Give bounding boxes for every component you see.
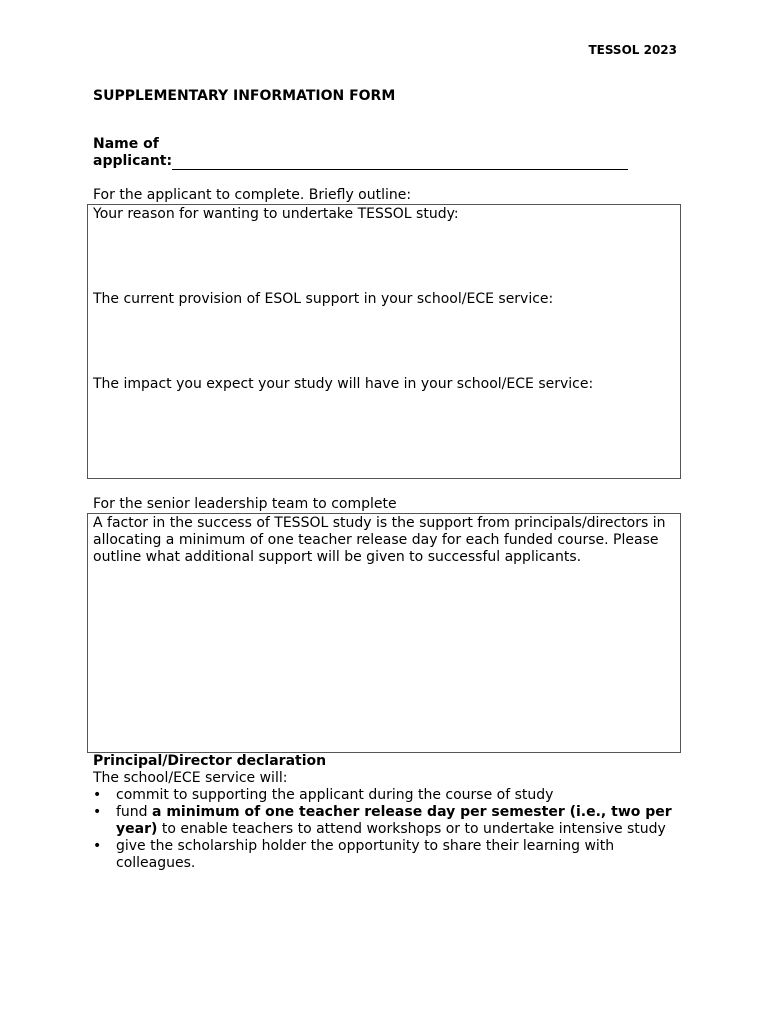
leadership-response-box[interactable] — [87, 513, 681, 753]
applicant-section-intro: For the applicant to complete. Briefly outline: — [93, 187, 412, 203]
expected-impact-prompt: The impact you expect your study will have in your school/ECE service: — [93, 376, 594, 392]
name-label — [93, 153, 628, 170]
applicant-response-box[interactable] — [87, 204, 681, 479]
principal-declaration — [93, 753, 679, 872]
declaration-item-text: give the scholarship holder the opportunity to share their learning with colleagues. — [116, 838, 615, 871]
list-item — [93, 838, 679, 872]
declaration-heading: Principal/Director declaration — [93, 753, 327, 769]
bullet-icon: • — [93, 838, 102, 854]
applicant-name-row — [93, 136, 628, 170]
declaration-list — [93, 787, 679, 872]
bullet-icon: • — [93, 787, 102, 803]
bullet-icon: • — [93, 804, 102, 820]
applicant-name-field[interactable] — [172, 153, 628, 170]
reason-prompt: Your reason for wanting to undertake TESSOL study: — [93, 206, 459, 222]
declaration-item-suffix: to enable teachers to attend workshops or to undertake intensive study — [157, 821, 666, 837]
name-label-line1: Name of — [93, 136, 159, 152]
form-title: SUPPLEMENTARY INFORMATION FORM — [93, 88, 396, 104]
page-header: TESSOL 2023 — [588, 43, 677, 57]
declaration-lead: The school/ECE service will: — [93, 770, 288, 786]
esol-provision-prompt: The current provision of ESOL support in your school/ECE service: — [93, 291, 554, 307]
declaration-item-text: commit to supporting the applicant during the course of study — [116, 787, 554, 803]
leadership-section-intro: For the senior leadership team to complete — [93, 496, 397, 512]
list-item — [93, 804, 679, 838]
declaration-item-bold: a minimum of one teacher release day per semester (i.e., two per year) — [116, 804, 672, 837]
list-item — [93, 787, 679, 804]
name-label-line2: applicant: — [93, 153, 173, 169]
leadership-support-prompt: A factor in the success of TESSOL study is the support from principals/directors in allocating a minimum of one teacher release day for each funded course. Please outline what additional support will be given to successful applicants. — [93, 515, 666, 565]
declaration-item-prefix: fund — [116, 804, 153, 820]
